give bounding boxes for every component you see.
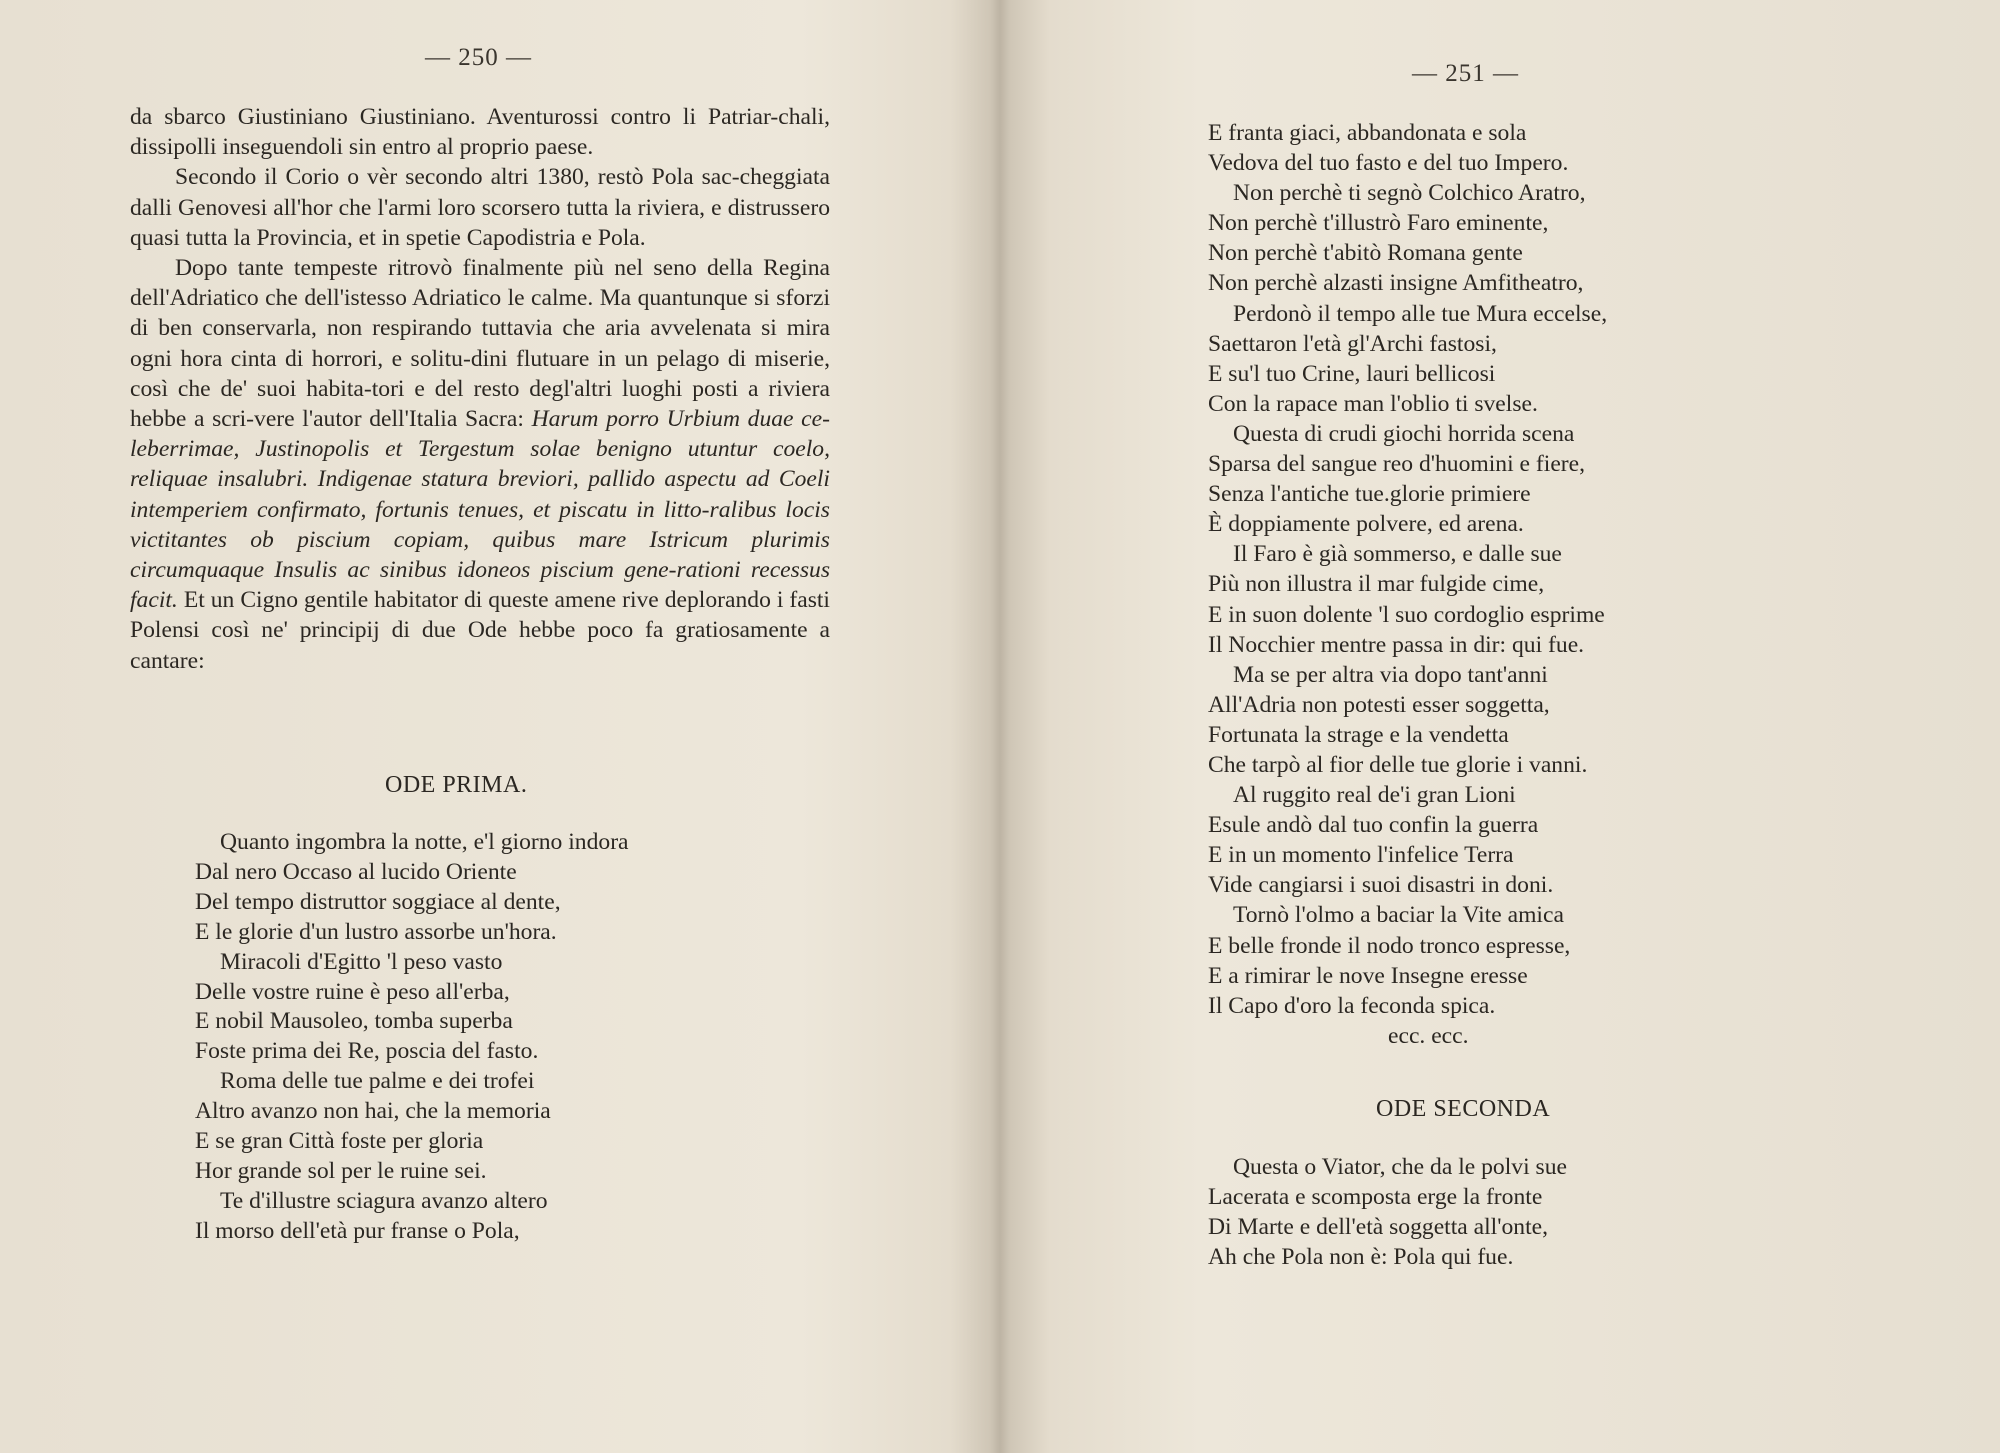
poem-line: E se gran Città foste per gloria [195, 1128, 484, 1155]
poem-line: Te d'illustre sciagura avanzo altero [220, 1187, 548, 1214]
poem-line: Questa o Viator, che da le polvi sue [1233, 1154, 1567, 1180]
poem-line: Il Nocchier mentre passa in dir: qui fue. [1208, 631, 1585, 658]
poem-line: E nobil Mausoleo, tomba superba [195, 1008, 513, 1035]
poem-line: È doppiamente polvere, ed arena. [1208, 511, 1524, 538]
poem-line: Roma delle tue palme e dei trofei [220, 1068, 535, 1095]
poem-line: Ma se per altra via dopo tant'anni [1233, 661, 1548, 688]
poem-line: Foste prima dei Re, poscia del fasto. [195, 1038, 539, 1065]
poem-line: Altro avanzo non hai, che la memoria [195, 1098, 551, 1125]
poem-line: E franta giaci, abbandonata e sola [1208, 120, 1527, 146]
poem-line: All'Adria non potesti esser soggetta, [1208, 691, 1550, 718]
page-number-left: — 250 — [425, 44, 532, 71]
poem-line: E belle fronde il nodo tronco espresse, [1208, 932, 1571, 959]
poem-line: E su'l tuo Crine, lauri bellicosi [1208, 360, 1496, 387]
poem-line: Quanto ingombra la notte, e'l giorno indora [220, 829, 629, 855]
poem-line: Delle vostre ruine è peso all'erba, [195, 978, 510, 1005]
poem-line: Non perchè t'illustrò Faro eminente, [1208, 210, 1549, 237]
left-page-prose [130, 102, 830, 676]
poem-line: E a rimirar le nove Insegne eresse [1208, 962, 1528, 989]
paragraph-3 [130, 253, 830, 676]
poem-line: Lacerata e scomposta erge la fronte [1208, 1184, 1543, 1210]
left-page [0, 0, 990, 1453]
poem-line: Miracoli d'Egitto 'l peso vasto [220, 948, 503, 975]
poem-line: Senza l'antiche tue.glorie primiere [1208, 481, 1531, 508]
ode-seconda-heading: ODE SECONDA [1376, 1096, 1551, 1122]
poem-line: E le glorie d'un lustro assorbe un'hora. [195, 918, 557, 945]
paragraph-2: Secondo il Corio o vèr secondo altri 1380, restò Pola sac-cheggiata dalli Genovesi all'hor che l'armi loro scorsero tutta la riviera, e distrussero quasi tutta la Provincia, et in spetie Capodistria e Pola. [130, 164, 830, 251]
poem-line: Questa di crudi giochi horrida scena [1233, 420, 1575, 447]
paragraph-3-intro: Dopo tante tempeste ritrovò finalmente più nel seno della Regina dell'Adriatico che dell'istesso Adriatico le calme. Ma quantunque si sforzi di ben conservarla, non respirando tuttavia che aria avvelenata si mira ogni hora cinta di horrori, e solitu-dini flutuare in un pelago di miserie, così che de' suoi habita-tori e del resto degl'altri luoghi posti a riviera hebbe a scri-vere l'autor dell'Italia Sacra: [130, 255, 830, 433]
poem-line: Il Faro è già sommerso, e dalle sue [1233, 541, 1562, 568]
poem-line: Esule andò dal tuo confin la guerra [1208, 812, 1539, 839]
page-number-right: — 251 — [1412, 60, 1519, 87]
poem-line: Al ruggito real de'i gran Lioni [1233, 782, 1516, 809]
poem-line: Del tempo distruttor soggiace al dente, [195, 888, 561, 915]
poem-line: E in un momento l'infelice Terra [1208, 842, 1514, 869]
poem-line: E in suon dolente 'l suo cordoglio esprime [1208, 601, 1605, 628]
ode-prima-heading: ODE PRIMA. [385, 772, 528, 798]
poem-line: Il Capo d'oro la feconda spica. [1208, 992, 1496, 1019]
paragraph-3-outro: Et un Cigno gentile habitator di queste amene rive deplorando i fasti Polensi così ne' principij di due Ode hebbe poco fa gratiosamente a cantare: [130, 587, 830, 674]
ode-prima-stanzas [195, 828, 629, 1247]
poem-line: Vedova del tuo fasto e del tuo Impero. [1208, 150, 1569, 177]
paragraph-1: da sbarco Giustiniano Giustiniano. Aventurossi contro li Patriar-chali, dissipolli inseguendoli sin entro al proprio paese. [130, 104, 830, 161]
poem-line: Di Marte e dell'età soggetta all'onte, [1208, 1214, 1549, 1240]
ecc-line: ecc. ecc. [1388, 1022, 1469, 1049]
poem-line: Vide cangiarsi i suoi disastri in doni. [1208, 872, 1554, 899]
poem-line: Il morso dell'età pur franse o Pola, [195, 1217, 520, 1244]
poem-line: Che tarpò al fior delle tue glorie i vanni. [1208, 751, 1588, 778]
poem-line: Più non illustra il mar fulgide cime, [1208, 571, 1545, 598]
poem-line: Fortunata la strage e la vendetta [1208, 721, 1509, 748]
poem-line: Saettaron l'età gl'Archi fastosi, [1208, 330, 1497, 357]
ode-seconda-stanza [1208, 1152, 1567, 1272]
poem-line: Tornò l'olmo a baciar la Vite amica [1233, 902, 1564, 929]
poem-line: Dal nero Occaso al lucido Oriente [195, 858, 517, 885]
poem-line: Hor grande sol per le ruine sei. [195, 1157, 487, 1184]
poem-line: Perdonò il tempo alle tue Mura eccelse, [1233, 300, 1608, 327]
poem-line: Sparsa del sangue reo d'huomini e fiere, [1208, 451, 1586, 478]
poem-line: Non perchè alzasti insigne Amfitheatro, [1208, 270, 1584, 297]
ode-prima-continued [1208, 118, 1607, 1051]
latin-quotation: Harum porro Urbium duae ce-leberrimae, Justinopolis et Tergestum solae benigno utuntur coelo, reliquae insalubri. Indigenae statura breviori, pallido aspectu ad Coeli intemperiem confirmato, fortunis tenues, et piscatu in litto-ralibus locis victitantes ob piscium copiam, quibus mare Istricum plurimis circumquaque Insulis ac sinibus idoneos piscium gene-rationi recessus facit. [130, 406, 830, 614]
poem-line: Non perchè ti segnò Colchico Aratro, [1233, 180, 1586, 207]
poem-line: Con la rapace man l'oblio ti svelse. [1208, 390, 1538, 417]
poem-line: Non perchè t'abitò Romana gente [1208, 240, 1523, 267]
poem-line: Ah che Pola non è: Pola qui fue. [1208, 1244, 1514, 1270]
